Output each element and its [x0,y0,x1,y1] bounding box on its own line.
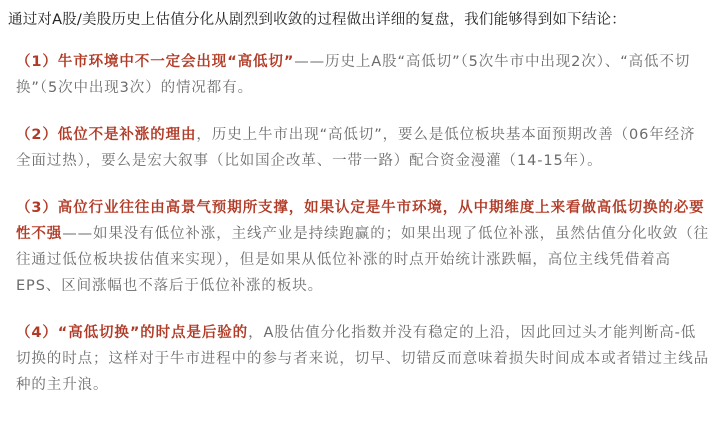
conclusion-2-heading: （2）低位不是补涨的理由 [16,127,197,143]
conclusion-item-1 [8,49,710,101]
conclusion-item-3 [8,195,710,299]
conclusion-1-text: ——历史上A股“高低切”（5次牛市中出现2次）、“高低不切换”（5次中出现3次）的情况都有。 [16,54,691,96]
conclusion-item-2 [8,122,710,174]
intro-paragraph: 通过对A股/美股历史上估值分化从剧烈到收敛的过程做出详细的复盘，我们能够得到如下结论： [8,12,626,28]
conclusion-3-heading: （3）高位行业往往由高景气预期所支撑，如果认定是牛市环境，从中期维度上来看做高低切换的必要性不强 [16,200,705,242]
conclusion-item-4 [8,320,710,398]
conclusion-4-text: ，A股估值分化指数并没有稳定的上沿，因此回过头才能判断高-低切换的时点；这样对于牛市进程中的参与者来说，切早、切错反而意味着损失时间成本或者错过主线品种的主升浪。 [16,325,709,393]
conclusion-2-text: ，历史上牛市出现“高低切”，要么是低位板块基本面预期改善（06年经济全面过热），要么是宏大叙事（比如国企改革、一带一路）配合资金漫灌（14-15年）。 [16,127,696,169]
conclusion-4-heading: （4）“高低切换”的时点是后验的 [16,325,249,341]
conclusion-1-heading: （1）牛市环境中不一定会出现“高低切” [16,54,295,70]
conclusion-3-text: ——如果没有低位补涨，主线产业是持续跑赢的；如果出现了低位补涨，虽然估值分化收敛（往往通过低位板块拔估值来实现），但是如果从低位补涨的时点开始统计涨跌幅，高位主线凭借着高EPS、区间涨幅也不落后于低位补涨的板块。 [16,226,709,294]
